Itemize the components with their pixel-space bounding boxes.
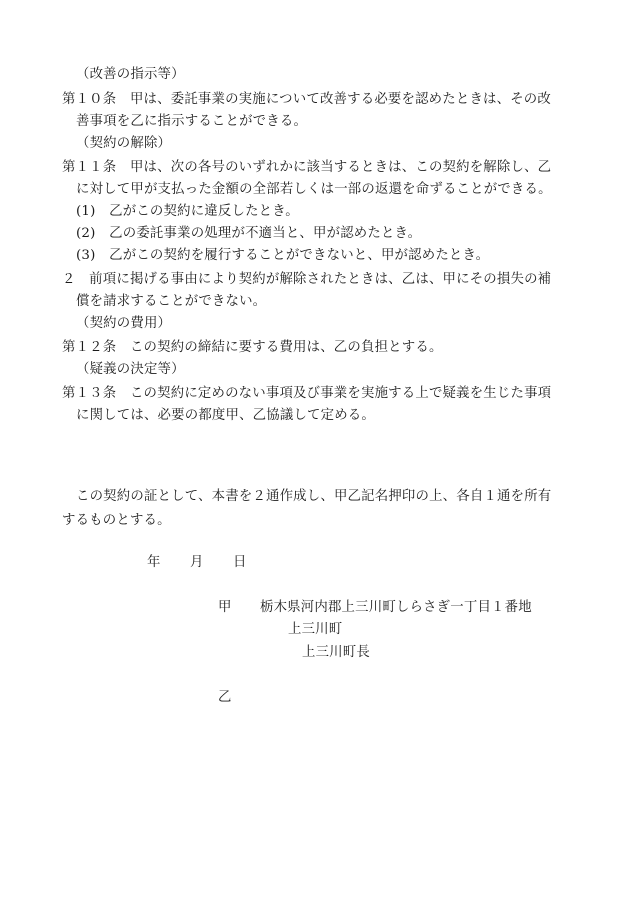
article-11-para-2-line-1: ２ 前項に掲げる事由により契約が解除されたときは、乙は、甲にその損失の補	[62, 272, 552, 287]
article-13-line-2: に関しては、必要の都度甲、乙協議して定める。	[76, 408, 375, 423]
article-11-line-2: に対して甲が支払った金額の全部若しくは一部の返還を命ずることができる。	[76, 182, 552, 197]
article-11-item-1: (1) 乙がこの契約に違反したとき。	[76, 204, 299, 219]
article-13-caption: （疑義の決定等）	[76, 362, 185, 377]
date-day-label: 日	[233, 555, 247, 570]
article-11-item-3: (3) 乙がこの契約を履行することができないと、甲が認めたとき。	[76, 248, 490, 263]
party-a-title: 上三川町長	[302, 645, 370, 660]
article-10-caption: （改善の指示等）	[76, 67, 185, 82]
article-11-item-2: (2) 乙の委託事業の処理が不適当と、甲が認めたとき。	[76, 226, 422, 241]
closing-line-1: この契約の証として、本書を２通作成し、甲乙記名押印の上、各自１通を所有	[76, 489, 552, 504]
party-a-org: 上三川町	[288, 622, 343, 637]
article-13-line-1: 第１３条 この契約に定めのない事項及び事業を実施する上で疑義を生じた事項	[62, 386, 552, 401]
article-11-caption: （契約の解除）	[76, 136, 172, 151]
article-10-line-2: 善事項を乙に指示することができる。	[76, 114, 308, 129]
date-month-label: 月	[190, 555, 204, 570]
article-10-line-1: 第１０条 甲は、委託事業の実施について改善する必要を認めたときは、その改	[62, 92, 551, 107]
article-12-caption: （契約の費用）	[76, 316, 172, 331]
party-a-address: 栃木県河内郡上三川町しらさぎ一丁目１番地	[260, 600, 532, 615]
article-12-line-1: 第１２条 この契約の締結に要する費用は、乙の負担とする。	[62, 340, 443, 355]
party-a-label: 甲	[218, 600, 232, 615]
date-year-label: 年	[147, 555, 161, 570]
article-11-line-1: 第１１条 甲は、次の各号のいずれかに該当するときは、この契約を解除し、乙	[62, 160, 552, 175]
party-b-label: 乙	[218, 690, 232, 705]
article-11-para-2-line-2: 償を請求することができない。	[76, 294, 267, 309]
closing-line-2: するものとする。	[62, 513, 171, 528]
